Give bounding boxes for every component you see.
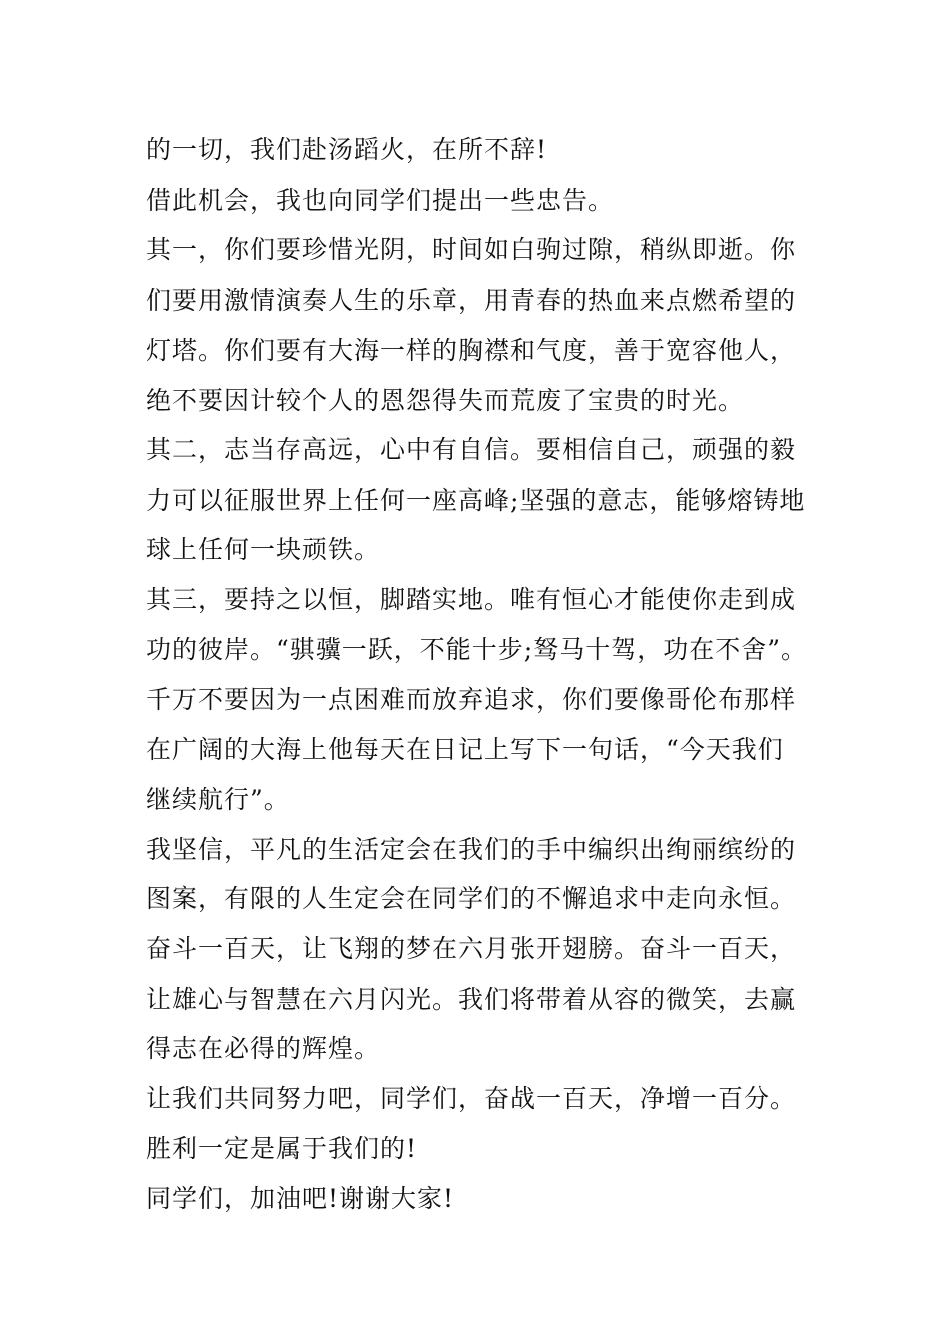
- text-line: 得志在必得的辉煌。: [146, 1034, 381, 1063]
- text-line: 继续航行”。: [146, 785, 290, 814]
- text-line: 的一切，我们赴汤蹈火，在所不辞!: [146, 135, 548, 164]
- text-line: 其三，要持之以恒，脚踏实地。唯有恒心才能使你走到成: [146, 585, 797, 614]
- text-line: 其一，你们要珍惜光阴，时间如白驹过隙，稍纵即逝。你: [146, 235, 797, 264]
- text-line: 绝不要因计较个人的恩怨得失而荒废了宝贵的时光。: [146, 386, 745, 415]
- text-line: 其二，志当存高远，心中有自信。要相信自己，顽强的毅: [146, 435, 797, 464]
- text-line: 图案，有限的人生定会在同学们的不懈追求中走向永恒。: [146, 884, 797, 913]
- text-line: 在广阔的大海上他每天在日记上写下一句话，“今天我们: [146, 735, 784, 764]
- text-line: 同学们，加油吧!谢谢大家!: [146, 1184, 455, 1213]
- text-line: 奋斗一百天，让飞翔的梦在六月张开翅膀。奋斗一百天，: [146, 934, 797, 963]
- text-line: 们要用激情演奏人生的乐章，用青春的热血来点燃希望的: [146, 286, 797, 315]
- text-line: 胜利一定是属于我们的!: [146, 1134, 418, 1163]
- text-line: 让我们共同努力吧，同学们，奋战一百天，净增一百分。: [146, 1084, 797, 1113]
- text-line: 借此机会，我也向同学们提出一些忠告。: [146, 186, 615, 215]
- text-line: 让雄心与智慧在六月闪光。我们将带着从容的微笑，去赢: [146, 985, 797, 1014]
- text-line: 力可以征服世界上任何一座高峰;坚强的意志，能够熔铸地: [146, 486, 806, 515]
- text-line: 球上任何一块顽铁。: [146, 535, 381, 564]
- text-line: 千万不要因为一点困难而放弃追求，你们要像哥伦布那样: [146, 685, 797, 714]
- text-line: 灯塔。你们要有大海一样的胸襟和气度，善于宽容他人，: [146, 336, 797, 365]
- text-line: 功的彼岸。“骐骥一跃，不能十步;驽马十驾，功在不舍”。: [146, 635, 807, 664]
- text-line: 我坚信，平凡的生活定会在我们的手中编织出绚丽缤纷的: [146, 835, 797, 864]
